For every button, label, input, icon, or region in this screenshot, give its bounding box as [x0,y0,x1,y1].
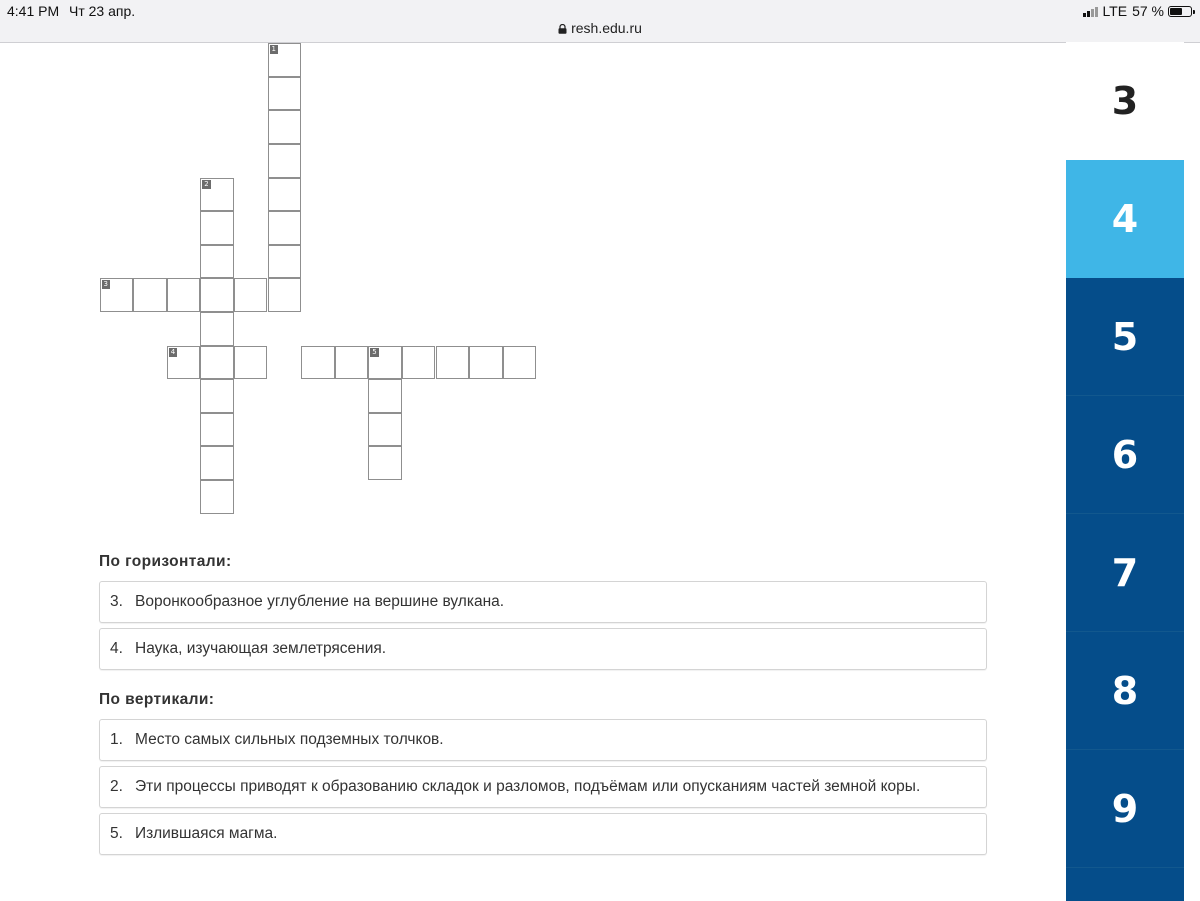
cell-number: 4 [170,347,176,356]
vertical-clues-heading: По вертикали: [99,691,215,708]
crossword-cell[interactable] [200,346,234,380]
crossword-cell[interactable] [268,77,302,111]
crossword-cell[interactable] [268,110,302,144]
clue-text: Наука, изучающая землетрясения. [135,640,387,657]
crossword-cell[interactable] [268,43,302,77]
crossword-cell[interactable] [368,346,402,380]
crossword-cell[interactable] [469,346,503,380]
cell-number: 1 [271,45,276,54]
network-label: LTE [1102,3,1128,19]
clue-number: 1. [110,731,123,748]
crossword-cell[interactable] [234,346,268,380]
clue-item [99,628,987,670]
crossword-cell[interactable] [268,245,302,279]
signal-icon [1083,6,1098,17]
crossword-cell[interactable] [436,346,470,380]
lock-icon [558,24,567,34]
nav-item-7[interactable]: 7 [1066,514,1184,632]
clue-number: 4. [110,640,123,657]
nav-item-4[interactable]: 4 [1066,160,1184,278]
crossword-cell[interactable] [301,346,335,380]
cell-number: 5 [372,347,377,356]
crossword-cell[interactable] [100,278,134,312]
nav-item-9[interactable]: 9 [1066,750,1184,868]
nav-item-next[interactable] [1066,868,1184,901]
crossword-cell[interactable] [200,278,234,312]
crossword-cell[interactable] [234,278,268,312]
address-bar[interactable] [0,20,1200,36]
crossword-cell[interactable] [368,446,402,480]
crossword-cell[interactable] [268,144,302,178]
nav-item-3[interactable]: 3 [1066,42,1184,160]
crossword-cell[interactable] [200,312,234,346]
cell-number: 2 [204,179,209,188]
clue-number: 3. [110,593,123,610]
crossword-cell[interactable] [335,346,369,380]
status-time: 4:41 PM [7,3,60,19]
crossword-cell[interactable] [402,346,436,380]
crossword-cell[interactable] [200,413,234,447]
crossword-cell[interactable] [200,446,234,480]
url-text: resh.edu.ru [571,20,642,36]
crossword-cell[interactable] [268,178,302,212]
crossword-cell[interactable] [200,480,234,514]
battery-percent: 57 % [1132,3,1164,19]
cell-number: 3 [103,280,108,289]
clue-item [99,719,987,761]
crossword-cell[interactable] [503,346,537,380]
status-bar [0,0,1200,43]
crossword-cell[interactable] [167,278,201,312]
crossword-cell[interactable] [268,278,302,312]
crossword-cell[interactable] [200,211,234,245]
clue-item [99,813,987,855]
clue-text: Место самых сильных подземных толчков. [135,731,444,748]
clue-item [99,581,987,623]
clue-text: Излившаяся магма. [135,825,278,842]
crossword-cell[interactable] [268,211,302,245]
horizontal-clues-heading: По горизонтали: [99,553,232,570]
crossword-cell[interactable] [133,278,167,312]
status-indicators [1083,3,1192,19]
clue-text: Воронкообразное углубление на вершине вулкана. [135,593,505,610]
crossword-cell[interactable] [200,379,234,413]
clue-number: 5. [110,825,123,842]
crossword-cell[interactable] [368,379,402,413]
battery-icon [1168,6,1192,17]
nav-item-5[interactable]: 5 [1066,278,1184,396]
crossword-cell[interactable] [200,178,234,212]
crossword-cell[interactable] [167,346,201,380]
status-date: Чт 23 апр. [69,3,136,19]
clue-number: 2. [110,778,123,795]
crossword-cell[interactable] [200,245,234,279]
task-navigation [1066,42,1184,901]
nav-item-6[interactable]: 6 [1066,396,1184,514]
crossword-cell[interactable] [368,413,402,447]
nav-item-8[interactable]: 8 [1066,632,1184,750]
clue-text: Эти процессы приводят к образованию складок и разломов, подъёмам или опусканиям частей земной коры. [135,778,921,795]
clue-item [99,766,987,808]
